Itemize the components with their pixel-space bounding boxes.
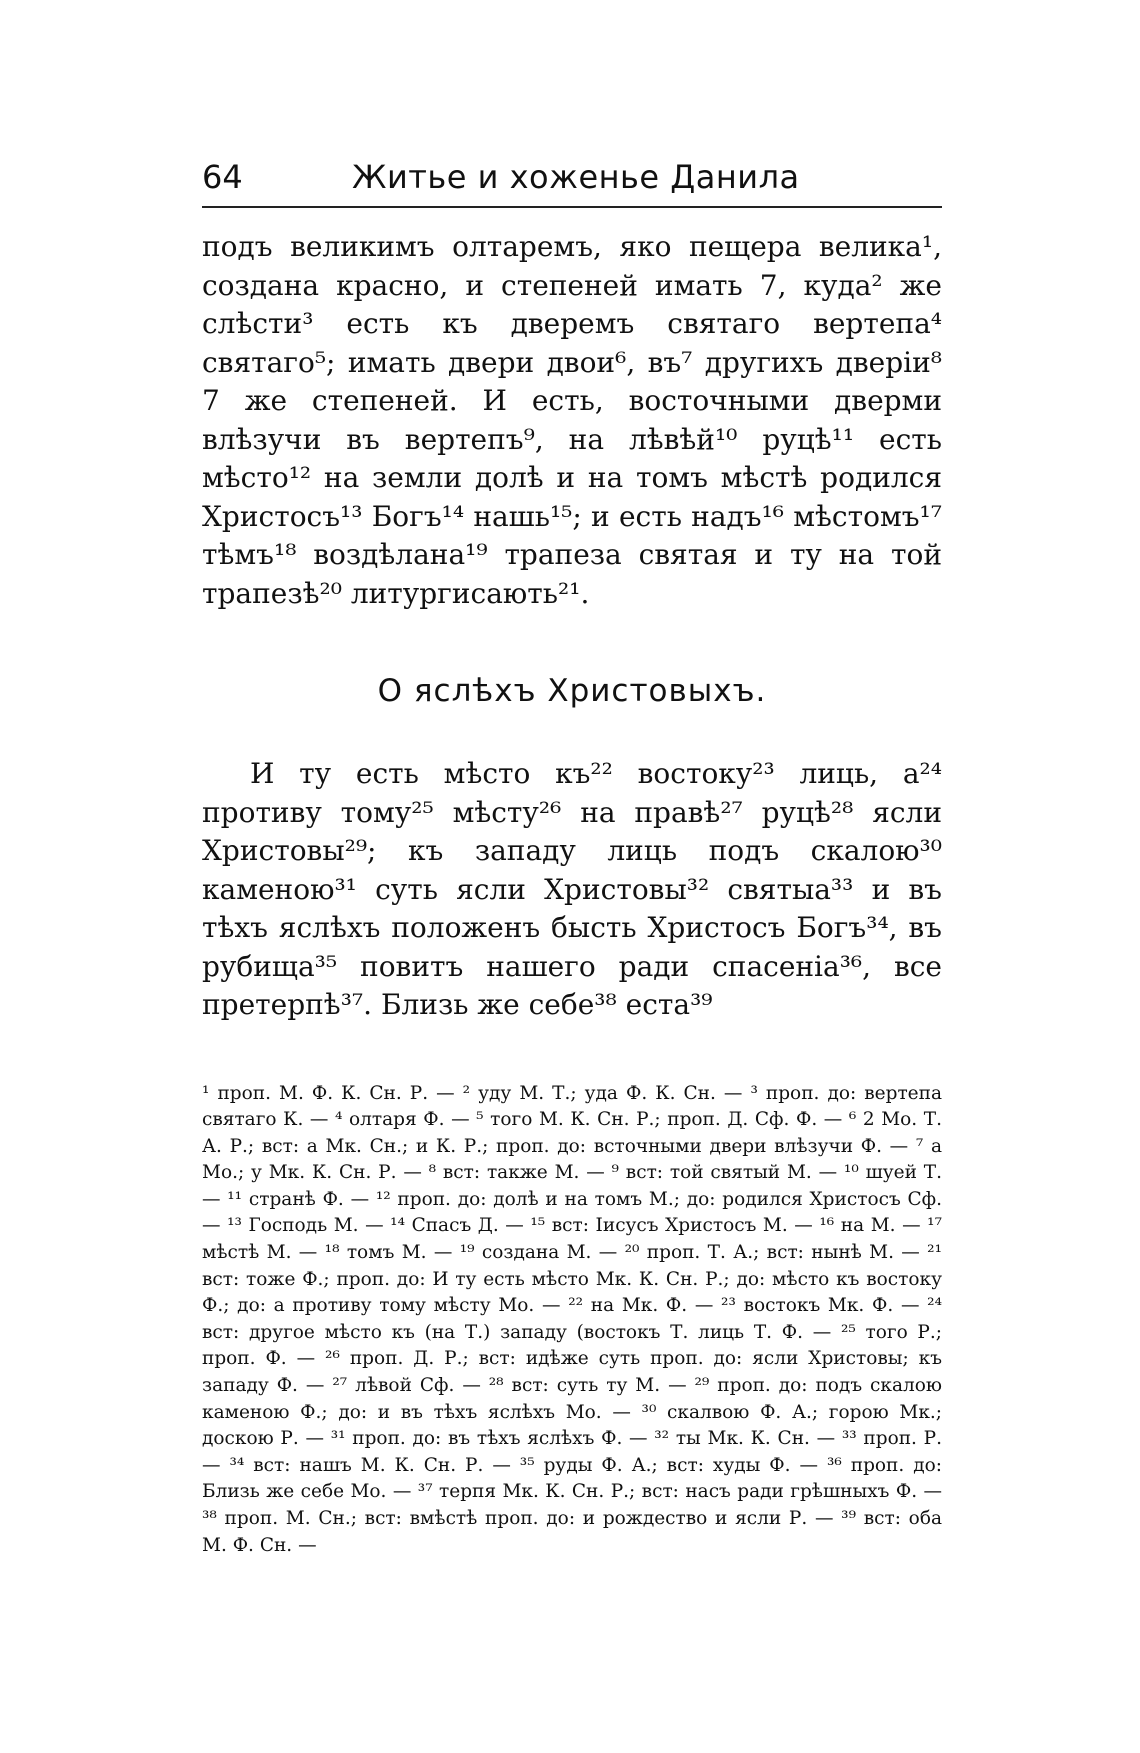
book-page bbox=[202, 150, 942, 1559]
running-head bbox=[202, 150, 942, 208]
body-paragraph-2: И ту есть мѣсто къ²² востоку²³ лиць, а²⁴ противу тому²⁵ мѣсту²⁶ на правѣ²⁷ руцѣ²⁸ ясли Христовы²⁹; къ западу лиць подъ скалою³⁰ каменою³¹ суть ясли Христовы³² святыа³³ и въ тѣхъ яслѣхъ положенъ бысть Христосъ Богъ³⁴, въ рубища³⁵ повитъ нашего ради спасеніа³⁶, все претерпѣ³⁷. Близь же себе³⁸ еста³⁹ bbox=[202, 757, 942, 1021]
section-heading: О яслѣхъ Христовыхъ. bbox=[377, 673, 767, 709]
running-title: Житье и хоженье Данила bbox=[352, 158, 800, 196]
page-number: 64 bbox=[202, 158, 243, 196]
body-paragraph-1: подъ великимъ олтаремъ, яко пещера велика¹, создана красно, и степеней имать 7, куда² же слѣсти³ есть къ дверемъ святаго вертепа⁴ святаго⁵; имать двери двои⁶, въ⁷ другихъ дверіи⁸ 7 же степеней. И есть, восточными дверми влѣзучи въ вертепъ⁹, на лѣвѣй¹⁰ руцѣ¹¹ есть мѣсто¹² на земли долѣ и на томъ мѣстѣ родился Христосъ¹³ Богъ¹⁴ нашь¹⁵; и есть надъ¹⁶ мѣстомъ¹⁷ тѣмъ¹⁸ воздѣлана¹⁹ трапеза святая и ту на той трапезѣ²⁰ литургисають²¹. bbox=[202, 230, 942, 610]
footnotes: ¹ проп. М. Ф. К. Сн. Р. — ² уду М. Т.; уда Ф. К. Сн. — ³ проп. до: вертепа святаго К. — ⁴ олтаря Ф. — ⁵ того М. К. Сн. Р.; проп. Д. Сф. Ф. — ⁶ 2 Мо. Т. А. Р.; вст: а Мк. Сн.; и К. Р.; проп. до: всточными двери влѣзучи Ф. — ⁷ а Мо.; у Мк. К. Сн. Р. — ⁸ вст: также М. — ⁹ вст: той святый М. — ¹⁰ шуей Т. — ¹¹ странѣ Ф. — ¹² проп. до: долѣ и на томъ М.; до: родился Христосъ Сф. — ¹³ Господь М. — ¹⁴ Спасъ Д. — ¹⁵ вст: Іисусъ Христосъ М. — ¹⁶ на М. — ¹⁷ мѣстѣ М. — ¹⁸ томъ М. — ¹⁹ создана М. — ²⁰ проп. Т. А.; вст: нынѣ М. — ²¹ вст: тоже Ф.; проп. до: И ту есть мѣсто Мк. К. Сн. Р.; до: мѣсто къ востоку Ф.; до: а противу тому мѣсту Мо. — ²² на Мк. Ф. — ²³ востокъ Мк. Ф. — ²⁴ вст: другое мѣсто къ (на Т.) западу (востокъ Т. лиць Т. Ф. — ²⁵ того Р.; проп. Ф. — ²⁶ проп. Д. Р.; вст: идѣже суть проп. до: ясли Христовы; къ западу Ф. — ²⁷ лѣвой Сф. — ²⁸ вст: суть ту М. — ²⁹ проп. до: подъ скалою каменою Ф.; до: и въ тѣхъ яслѣхъ Мо. — ³⁰ скалвою Ф. А.; горою Мк.; доскою Р. — ³¹ проп. до: въ тѣхъ яслѣхъ Ф. — ³² ты Мк. К. Сн. — ³³ проп. Р. — ³⁴ вст: нашъ М. К. Сн. Р. — ³⁵ руды Ф. А.; вст: худы Ф. — ³⁶ проп. до: Близь же себе Мо. — ³⁷ терпя Мк. К. Сн. Р.; вст: насъ ради грѣшныхъ Ф. — ³⁸ проп. М. Сн.; вст: вмѣстѣ проп. до: и рождество и ясли Р. — ³⁹ вст: оба М. Ф. Сн. — bbox=[202, 1082, 942, 1556]
